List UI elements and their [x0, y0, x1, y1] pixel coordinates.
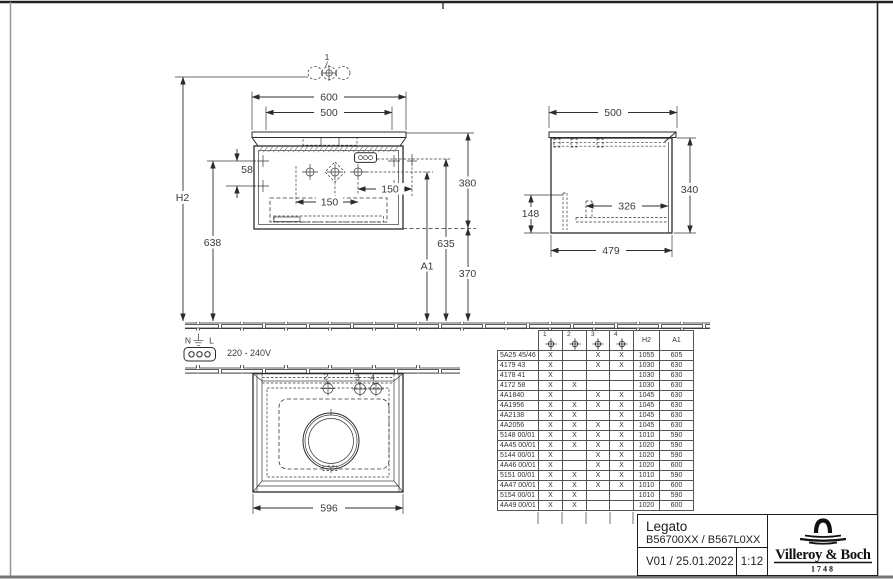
version-date: V01 / 25.01.2022 — [638, 548, 737, 575]
table-row — [498, 421, 694, 431]
hole4-number: 4 — [614, 330, 618, 338]
value-cell: X — [610, 471, 634, 481]
value-cell: X — [539, 461, 563, 471]
villeroy-boch-logo-icon — [770, 516, 876, 574]
faucet-hole-icon — [569, 338, 581, 350]
value-cell: 600 — [660, 461, 694, 471]
value-cell: X — [587, 461, 610, 471]
value-cell: X — [587, 401, 610, 411]
drain-circle — [303, 409, 359, 473]
callout-1-label: 1 — [324, 52, 330, 62]
value-cell: X — [610, 401, 634, 411]
dim-h2-label: H2 — [175, 192, 190, 204]
value-cell: 605 — [660, 351, 694, 361]
value-cell — [563, 371, 587, 381]
article-cell: 4A45 00/01 — [498, 441, 539, 451]
value-cell: X — [539, 501, 563, 511]
value-cell: X — [539, 441, 563, 451]
value-cell: X — [587, 471, 610, 481]
dim-638-label: 638 — [203, 237, 222, 249]
value-cell: X — [539, 381, 563, 391]
dim-a1-label: A1 — [420, 260, 434, 273]
article-cell: 4172 58 — [498, 381, 539, 391]
dim-340-label: 340 — [680, 184, 699, 196]
earth-ground-icon — [194, 334, 204, 346]
outlet-n-label: N — [184, 335, 192, 346]
value-cell: 590 — [660, 451, 694, 461]
wall-hatch-band — [185, 365, 460, 374]
value-cell: X — [587, 391, 610, 401]
value-cell: 590 — [660, 441, 694, 451]
article-cell: 4A2138 — [498, 411, 539, 421]
dim-479-label: 479 — [602, 245, 620, 257]
value-cell: 630 — [660, 411, 694, 421]
article-cell: 4A2056 — [498, 421, 539, 431]
value-cell — [587, 501, 610, 511]
value-cell — [587, 491, 610, 501]
plan-view — [185, 365, 460, 515]
dim-148-label: 148 — [521, 207, 540, 220]
value-cell: X — [563, 401, 587, 411]
value-cell: 630 — [660, 401, 694, 411]
table-column-stubs — [538, 512, 633, 524]
table-row — [498, 481, 694, 491]
value-cell: X — [563, 421, 587, 431]
value-cell: 1010 — [634, 481, 660, 491]
value-cell: 1030 — [634, 381, 660, 391]
dim-326-label: 326 — [618, 200, 636, 213]
value-cell: X — [539, 411, 563, 421]
value-cell — [587, 411, 610, 421]
value-cell: 1045 — [634, 421, 660, 431]
value-cell — [563, 451, 587, 461]
value-cell: X — [539, 351, 563, 361]
article-cell: 4A1840 — [498, 391, 539, 401]
value-cell: X — [563, 411, 587, 421]
spec-table-body — [498, 351, 694, 511]
value-cell: 630 — [660, 381, 694, 391]
article-cell: 4178 41 — [498, 371, 539, 381]
callout-2-label: 2 — [323, 371, 329, 382]
value-cell: 590 — [660, 491, 694, 501]
dim-500-label: 500 — [320, 106, 338, 119]
table-row — [498, 391, 694, 401]
title-block — [637, 514, 878, 576]
value-cell: 1020 — [634, 501, 660, 511]
table-row — [498, 361, 694, 371]
drawing-scale: 1:12 — [740, 555, 764, 568]
dim-150-left-label: 150 — [320, 196, 339, 209]
faucet-hole-icon — [545, 338, 557, 350]
hole3-header-cell — [587, 331, 610, 351]
faucet-hole-marks-front — [302, 162, 366, 182]
table-row — [498, 431, 694, 441]
value-cell: X — [610, 461, 634, 471]
table-row — [498, 371, 694, 381]
value-cell — [610, 381, 634, 391]
value-cell: 630 — [660, 391, 694, 401]
value-cell: X — [587, 481, 610, 491]
article-cell: 5154 00/01 — [498, 491, 539, 501]
article-cell: 4A47 00/01 — [498, 481, 539, 491]
article-cell: 5148 00/01 — [498, 431, 539, 441]
value-cell: 590 — [660, 431, 694, 441]
value-cell: X — [610, 421, 634, 431]
spec-table — [497, 330, 694, 511]
voltage-label: 220 - 240V — [226, 348, 272, 358]
value-cell — [610, 491, 634, 501]
value-cell: 630 — [660, 371, 694, 381]
value-cell: X — [539, 421, 563, 431]
value-cell: X — [563, 481, 587, 491]
spec-table-header — [498, 331, 694, 351]
brand-year: 1748 — [810, 564, 835, 574]
faucet-position-1-symbol — [308, 62, 350, 82]
value-cell: X — [610, 411, 634, 421]
table-row — [498, 451, 694, 461]
dim-150-right-label: 150 — [381, 183, 399, 196]
table-row — [498, 501, 694, 511]
value-cell — [610, 371, 634, 381]
value-cell: 1020 — [634, 461, 660, 471]
table-row — [498, 381, 694, 391]
outlet-symbol — [184, 334, 271, 362]
value-cell — [563, 361, 587, 371]
value-cell: X — [563, 381, 587, 391]
hole1-header-cell — [539, 331, 563, 351]
value-cell — [563, 391, 587, 401]
article-cell: 4A49 00/01 — [498, 501, 539, 511]
callout-4-label: 4 — [370, 372, 375, 383]
value-cell — [563, 351, 587, 361]
hole2-number: 2 — [567, 330, 571, 338]
table-row — [498, 351, 694, 361]
table-row — [498, 471, 694, 481]
value-cell: X — [539, 451, 563, 461]
hole4-header-cell — [610, 331, 634, 351]
article-header-cell — [498, 331, 539, 351]
value-cell: X — [539, 371, 563, 381]
value-cell: 630 — [660, 361, 694, 371]
value-cell: X — [610, 481, 634, 491]
value-cell: X — [587, 421, 610, 431]
table-row — [498, 401, 694, 411]
table-row — [498, 411, 694, 421]
value-cell: 1020 — [634, 441, 660, 451]
title-block-text — [638, 515, 768, 575]
hole1-number: 1 — [543, 330, 547, 338]
value-cell: X — [563, 501, 587, 511]
article-cell: 5A25 45/46 — [498, 351, 539, 361]
socket-symbol-front — [355, 153, 377, 163]
value-cell: X — [539, 431, 563, 441]
article-cell: 4179 43 — [498, 361, 539, 371]
dim-58-label: 58 — [241, 164, 253, 176]
brand-logo — [768, 515, 877, 575]
callout-3-label: 3 — [355, 372, 360, 383]
value-cell: 1045 — [634, 391, 660, 401]
value-cell: X — [563, 491, 587, 501]
value-cell: X — [539, 491, 563, 501]
value-cell: 1010 — [634, 491, 660, 501]
article-numbers: B56700XX / B567L0XX — [646, 534, 761, 546]
value-cell: 600 — [660, 501, 694, 511]
value-cell: 1045 — [634, 411, 660, 421]
value-cell: X — [539, 361, 563, 371]
brand-name: Villeroy & Boch — [774, 547, 871, 563]
value-cell: 600 — [660, 481, 694, 491]
h2-header-cell: H2 — [634, 331, 660, 351]
outlet-l-label: L — [209, 335, 214, 346]
value-cell: 1055 — [634, 351, 660, 361]
value-cell: X — [587, 431, 610, 441]
value-cell: X — [539, 391, 563, 401]
value-cell — [587, 371, 610, 381]
value-cell: X — [587, 361, 610, 371]
side-view — [517, 106, 703, 257]
article-cell: 4A46 00/01 — [498, 461, 539, 471]
value-cell: 1030 — [634, 371, 660, 381]
value-cell: 630 — [660, 421, 694, 431]
table-row — [498, 461, 694, 471]
table-row — [498, 441, 694, 451]
dim-600-label: 600 — [320, 91, 338, 104]
value-cell: X — [587, 451, 610, 461]
article-cell: 5144 00/01 — [498, 451, 539, 461]
value-cell: X — [610, 441, 634, 451]
product-name: Legato — [646, 519, 688, 534]
dim-370-label: 370 — [458, 267, 477, 280]
value-cell: X — [610, 361, 634, 371]
value-cell: 1020 — [634, 451, 660, 461]
dim-380-label: 380 — [458, 177, 477, 190]
value-cell: X — [610, 351, 634, 361]
hole3-number: 3 — [591, 330, 595, 338]
value-cell: X — [610, 391, 634, 401]
value-cell: X — [610, 431, 634, 441]
value-cell: 1045 — [634, 401, 660, 411]
dim-side-500-label: 500 — [604, 106, 622, 119]
hole2-header-cell — [563, 331, 587, 351]
faucet-hole-icon — [616, 338, 628, 350]
value-cell: 1010 — [634, 471, 660, 481]
value-cell: X — [539, 481, 563, 491]
product-id-cell — [638, 515, 767, 548]
article-cell: 4A1956 — [498, 401, 539, 411]
value-cell: X — [587, 351, 610, 361]
dim-596-label: 596 — [320, 502, 338, 515]
value-cell: X — [539, 401, 563, 411]
value-cell: X — [563, 441, 587, 451]
value-cell: 1010 — [634, 431, 660, 441]
value-cell: 590 — [660, 471, 694, 481]
a1-header-cell: A1 — [660, 331, 694, 351]
page-frame — [0, 2, 893, 577]
value-cell: X — [587, 441, 610, 451]
article-cell: 5151 00/01 — [498, 471, 539, 481]
value-cell: X — [610, 451, 634, 461]
value-cell: X — [563, 471, 587, 481]
value-cell: X — [539, 471, 563, 481]
value-cell: X — [563, 431, 587, 441]
value-cell — [610, 501, 634, 511]
value-cell — [563, 461, 587, 471]
value-cell: 1030 — [634, 361, 660, 371]
front-view — [169, 52, 710, 331]
table-row — [498, 491, 694, 501]
value-cell — [587, 381, 610, 391]
dim-635-label: 635 — [437, 238, 455, 250]
faucet-hole-icon — [592, 338, 604, 350]
